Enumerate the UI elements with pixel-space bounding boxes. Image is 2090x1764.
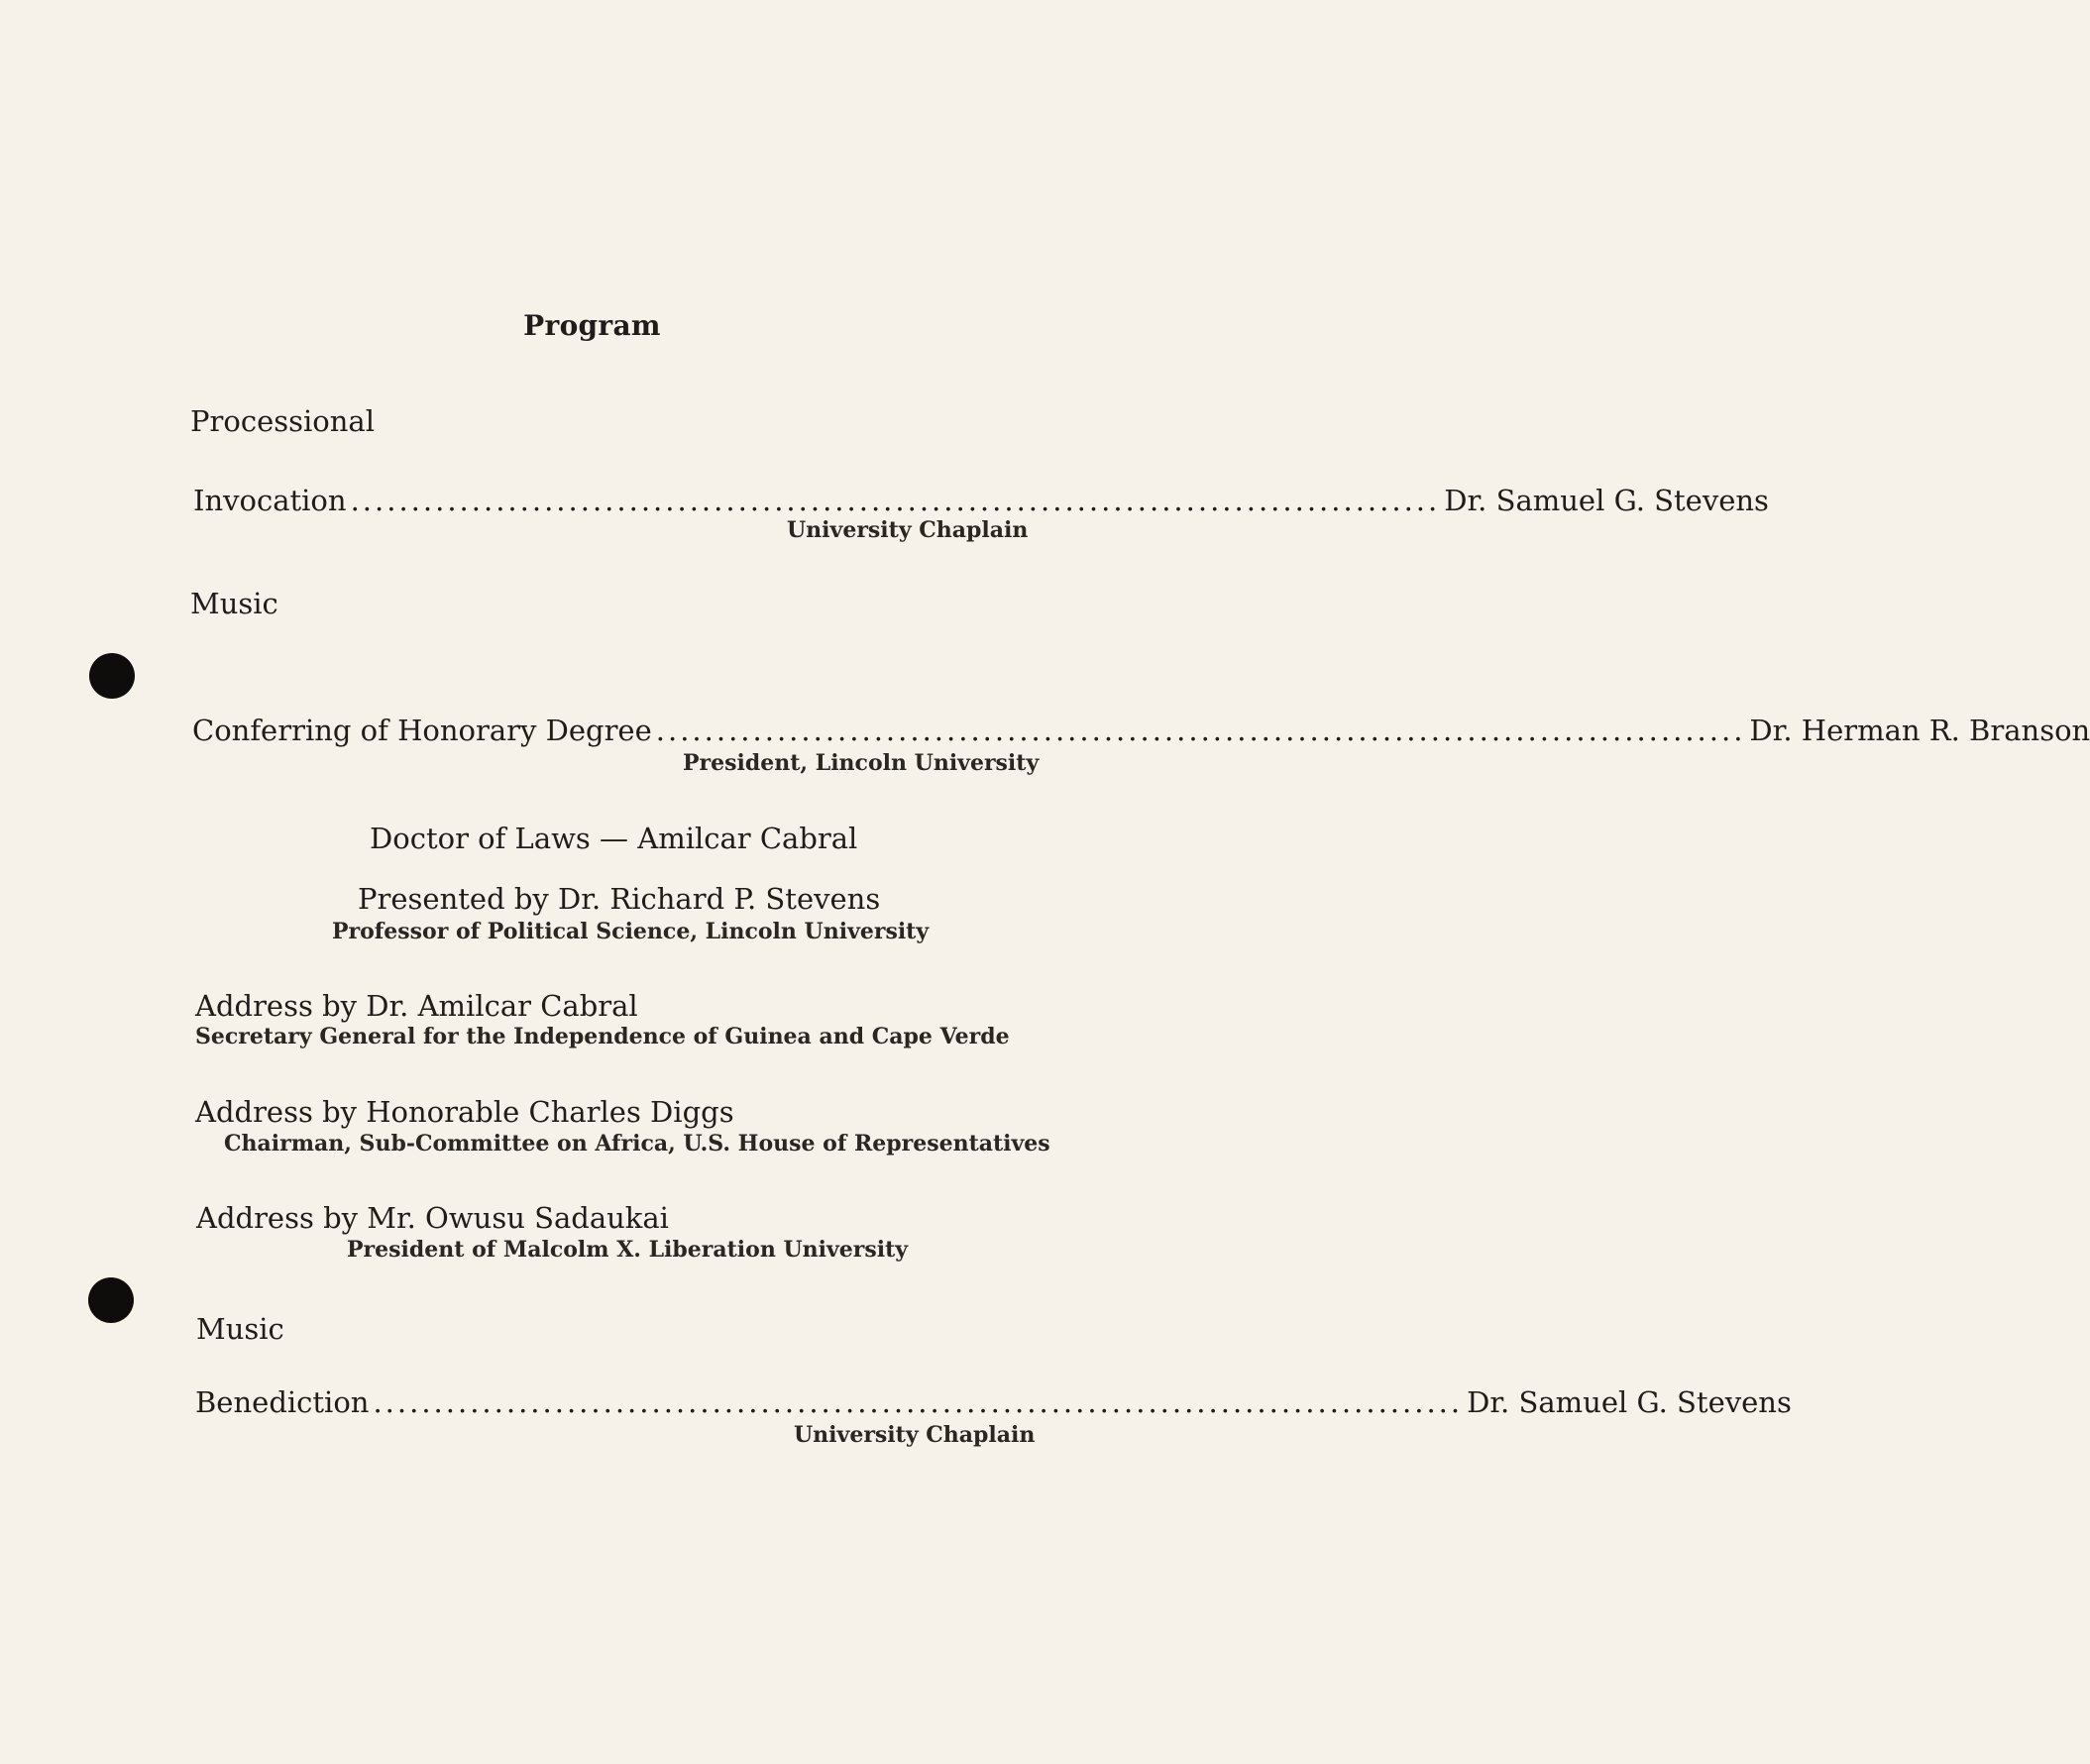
invocation-person: Dr. Samuel G. Stevens: [1444, 484, 1769, 517]
address-cabral: Address by Dr. Amilcar Cabral: [195, 989, 638, 1023]
invocation-label: Invocation: [193, 484, 347, 517]
conferring-person: Dr. Herman R. Branson: [1749, 714, 2090, 747]
punch-hole-bottom: [88, 1277, 134, 1323]
benediction-label: Benediction: [195, 1385, 370, 1419]
music-2: Music: [196, 1312, 284, 1346]
processional: Processional: [190, 404, 375, 438]
address-diggs: Address by Honorable Charles Diggs: [195, 1095, 734, 1129]
conferring-label: Conferring of Honorary Degree: [192, 714, 652, 747]
program-title: Program: [523, 309, 661, 342]
benediction-role: University Chaplain: [794, 1422, 1036, 1448]
music-1: Music: [190, 587, 278, 620]
address-sadaukai-role: President of Malcolm X. Liberation University: [347, 1237, 909, 1263]
conferring-row: [192, 714, 2090, 747]
presented-by: Presented by Dr. Richard P. Stevens: [358, 882, 881, 916]
punch-hole-top: [89, 653, 135, 699]
benediction-row: [195, 1385, 1792, 1419]
address-cabral-role: Secretary General for the Independence of Guinea and Cape Verde: [195, 1024, 1010, 1049]
invocation-role: University Chaplain: [787, 517, 1029, 543]
benediction-person: Dr. Samuel G. Stevens: [1467, 1385, 1792, 1419]
leader-dots: ..........................................................................................: [655, 714, 1746, 747]
address-sadaukai: Address by Mr. Owusu Sadaukai: [196, 1201, 669, 1235]
degree-line: Doctor of Laws — Amilcar Cabral: [370, 822, 858, 855]
conferring-role: President, Lincoln University: [683, 750, 1040, 776]
presenter-role: Professor of Political Science, Lincoln University: [332, 919, 930, 944]
invocation-row: [193, 484, 1769, 517]
leader-dots: ..........................................................................................: [350, 484, 1441, 517]
address-diggs-role: Chairman, Sub-Committee on Africa, U.S. House of Representatives: [224, 1131, 1050, 1157]
leader-dots: ..........................................................................................: [373, 1385, 1464, 1419]
